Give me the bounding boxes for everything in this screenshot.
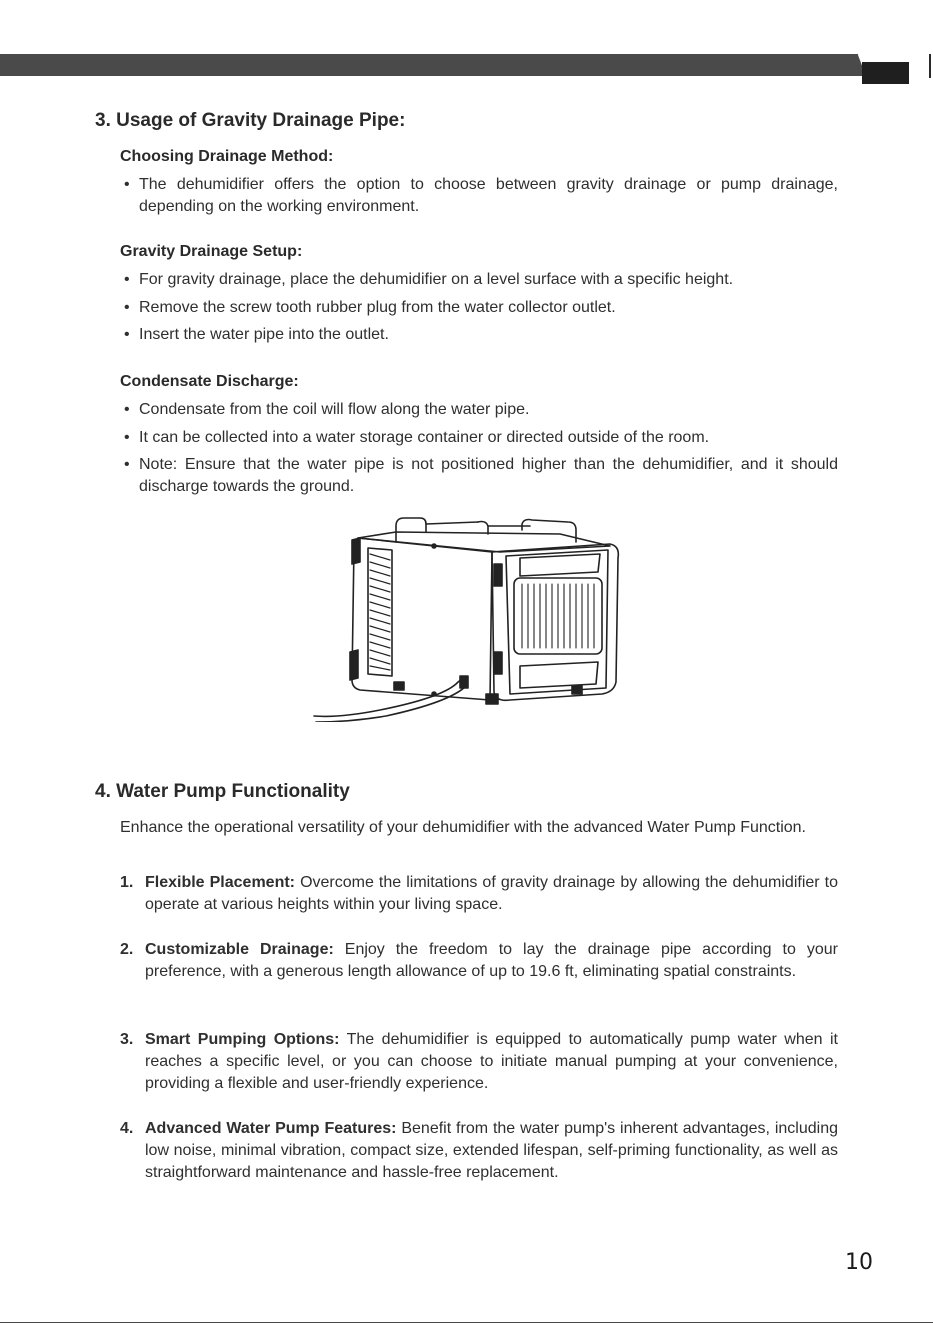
list-item: • Insert the water pipe into the outlet. — [124, 326, 389, 343]
dehumidifier-illustration — [310, 512, 630, 722]
choosing-method-heading: Choosing Drainage Method: — [120, 148, 334, 165]
list-item: • Note: Ensure that the water pipe is not positioned higher than the dehumidifier, and it should discharge towards the ground. — [124, 456, 838, 495]
section-4-intro: Enhance the operational versatility of your dehumidifier with the advanced Water Pump Function. — [120, 819, 806, 836]
footer-rule — [0, 1322, 933, 1323]
page-number: 10 — [845, 1250, 873, 1275]
list-item: 2. Customizable Drainage: Enjoy the freedom to lay the drainage pipe according to your preference, with a generous length allowance of up to 19.6 ft, eliminating spatial constraints. — [120, 941, 838, 980]
header-edge-mark — [929, 54, 931, 78]
list-item: 3. Smart Pumping Options: The dehumidifier is equipped to automatically pump water when it reaches a specific level, or you can choose to initiate manual pumping at your convenience, providing a flexible and user-friendly experience. — [120, 1031, 838, 1092]
list-item: • The dehumidifier offers the option to choose between gravity drainage or pump drainage, depending on the working environment. — [124, 176, 838, 215]
list-item: • It can be collected into a water storage container or directed outside of the room. — [124, 429, 710, 446]
section-4-title: 4. Water Pump Functionality — [95, 781, 350, 802]
list-item: 1. Flexible Placement: Overcome the limitations of gravity drainage by allowing the dehumidifier to operate at various heights within your living space. — [120, 874, 839, 913]
condensate-discharge-heading: Condensate Discharge: — [120, 373, 299, 390]
header-tab — [862, 62, 909, 84]
list-item: 4. Advanced Water Pump Features: Benefit from the water pump's inherent advantages, including low noise, minimal vibration, compact size, extended lifespan, self-priming functionality, as well as straightforward maintenance and hassle-free replacement. — [120, 1120, 838, 1181]
list-item: • For gravity drainage, place the dehumidifier on a level surface with a specific height. — [124, 271, 734, 288]
gravity-setup-heading: Gravity Drainage Setup: — [120, 243, 303, 260]
header-bar — [0, 54, 858, 76]
section-3-title: 3. Usage of Gravity Drainage Pipe: — [95, 110, 406, 131]
list-item: • Condensate from the coil will flow along the water pipe. — [124, 401, 530, 418]
list-item: • Remove the screw tooth rubber plug from the water collector outlet. — [124, 299, 616, 316]
